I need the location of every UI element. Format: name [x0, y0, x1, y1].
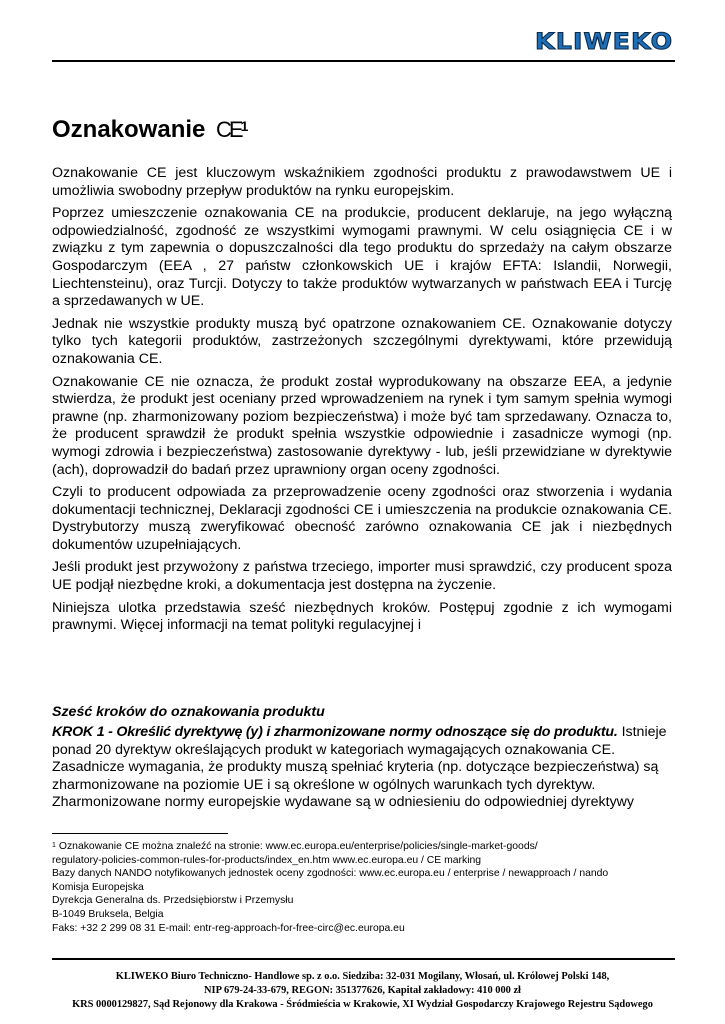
footnote-line: regulatory-policies-common-rules-for-products/index_en.htm www.ec.europa.eu / CE marking — [52, 854, 482, 866]
footnote-text: Oznakowanie CE można znaleźć na stronie: www.ec.europa.eu/enterprise/policies/single-market-goods/ — [58, 841, 538, 852]
footnote-number: 1 — [52, 842, 56, 849]
footnote-line: Bazy danych NANDO notyfikowanych jednostek oceny zgodności: www.ec.europa.eu / enterprise / newapproach / nando — [52, 868, 609, 880]
footer-line: NIP 679-24-33-679, REGON: 351377626, Kapitał zakładowy: 410 000 zł — [204, 985, 521, 996]
footnotes — [52, 840, 672, 935]
paragraph: Jeśli produkt jest przywożony z państwa trzeciego, importer musi sprawdzić, czy producent spoza UE podjął niezbędne kroki, a dokumentacja jest dostępna na życzenie. — [52, 559, 672, 594]
footnote-divider — [52, 833, 228, 834]
footnote-line: Komisja Europejska — [52, 881, 144, 893]
footer-line: KLIWEKO Biuro Techniczno- Handlowe sp. z o.o. Siedziba: 32-031 Mogilany, Włosań, ul. Królowej Polski 148, — [115, 971, 610, 982]
paragraph: Niniejsza ulotka przedstawia sześć niezbędnych kroków. Postępuj zgodnie z ich wymogami prawnymi. Więcej informacji na temat polityki regulacyjnej i — [52, 599, 672, 634]
kliweko-logo: KLIWEKO — [534, 30, 673, 55]
paragraph: Jednak nie wszystkie produkty muszą być opatrzone oznakowaniem CE. Oznakowanie dotyczy tylko tych kategorii produktów, zastrzeżonych szczególnymi dyrektywami, które przewidują oznakowania CE. — [52, 315, 672, 367]
paragraph: Oznakowanie CE nie oznacza, że produkt został wyprodukowany na obszarze EEA, a jedynie stwierdza, że produkt jest oceniany przed wprowadzeniem na rynek i tym samym spełnia wymogi prawne (np. zharmonizowany poziom bezpieczeństwa) i może być tam sprzedawany. Oznacza to, że producent sprawdził że produkt spełnia wszystkie odpowiednie i zasadnicze wymogi (np. wymogi zdrowia i bezpieczeństwa) zastosowanie dyrektywy - lub, jeśli przewidziane w dyrektywie (ach), doprowadził do badań przez uprawniony organ oceny zgodności. — [52, 373, 672, 478]
footnote-line: B-1049 Bruksela, Belgia — [52, 908, 164, 920]
footnote-reference: 1 — [240, 118, 249, 134]
paragraph: Czyli to producent odpowiada za przeprowadzenie oceny zgodności oraz stworzenia i wydania dokumentacji technicznej, Deklaracji zgodności CE i umieszczenia na produkcie oznakowania CE. Dystrybutorzy muszą zweryfikować obecność zarówno oznakowania CE jak i niezbędnych dokumentów uzupełniających. — [52, 484, 672, 553]
footnote-line: Dyrekcja Generalna ds. Przedsiębiorstw i Przemysłu — [52, 895, 294, 907]
paragraph: Poprzez umieszczenie oznakowania CE na produkcie, producent deklaruje, na jego wyłączną odpowiedzialność, zgodność ze wszystkimi wymogami prawnymi. W celu osiągnięcia CE i w związku z tym zapewnia o dopuszczalności dla tego produktu do sprzedaży na całym obszarze Gospodarczym (EEA , 27 państw członkowskich UE i krajów EFTA: Islandii, Norwegii, Liechtensteinu), oraz Turcji. Dotyczy to także produktów wytwarzanych w państwach EEA i Turcję a sprzedawanych w UE. — [52, 205, 672, 310]
section-heading: Sześć kroków do oznakowania produktu — [52, 704, 325, 720]
krok-1-lead: KROK 1 - Określić dyrektywę (y) i zharmonizowane normy odnoszące się do produktu. — [52, 724, 618, 740]
krok-1-text: Istnieje ponad 20 dyrektyw określających produkt w kategoriach wymagających oznakowania CE. Zasadnicze wymagania, że produkty muszą spełniać kryteria (np. dotyczące bezpieczeństwa) są zharmonizowane na poziomie UE i są określone w ogólnych warunkach tych dyrektyw. Zharmonizowane normy europejskie wydawane są w odniesieniu do odpowiedniej dyrektywy — [52, 724, 667, 811]
ce-mark: CE — [216, 117, 241, 142]
footer-line: KRS 0000129827, Sąd Rejonowy dla Krakowa - Śródmieścia w Krakowie, XI Wydział Gospodarczy Krajowego Rejestru Sądowego — [72, 999, 653, 1010]
company-footer — [30, 970, 695, 1012]
body-text — [52, 165, 672, 640]
krok-1-paragraph — [52, 724, 672, 812]
footnote-line — [52, 840, 672, 854]
footer-divider — [52, 958, 675, 960]
page-title-text: Oznakowanie — [52, 116, 206, 143]
footnote-line: Faks: +32 2 299 08 31 E-mail: entr-reg-approach-for-free-circ@ec.europa.eu — [52, 922, 405, 934]
paragraph: Oznakowanie CE jest kluczowym wskaźnikiem zgodności produktu z prawodawstwem UE i umożliwia swobodny przepływ produktów na rynku europejskim. — [52, 165, 672, 199]
page-title — [52, 112, 248, 148]
header-divider — [52, 60, 675, 62]
